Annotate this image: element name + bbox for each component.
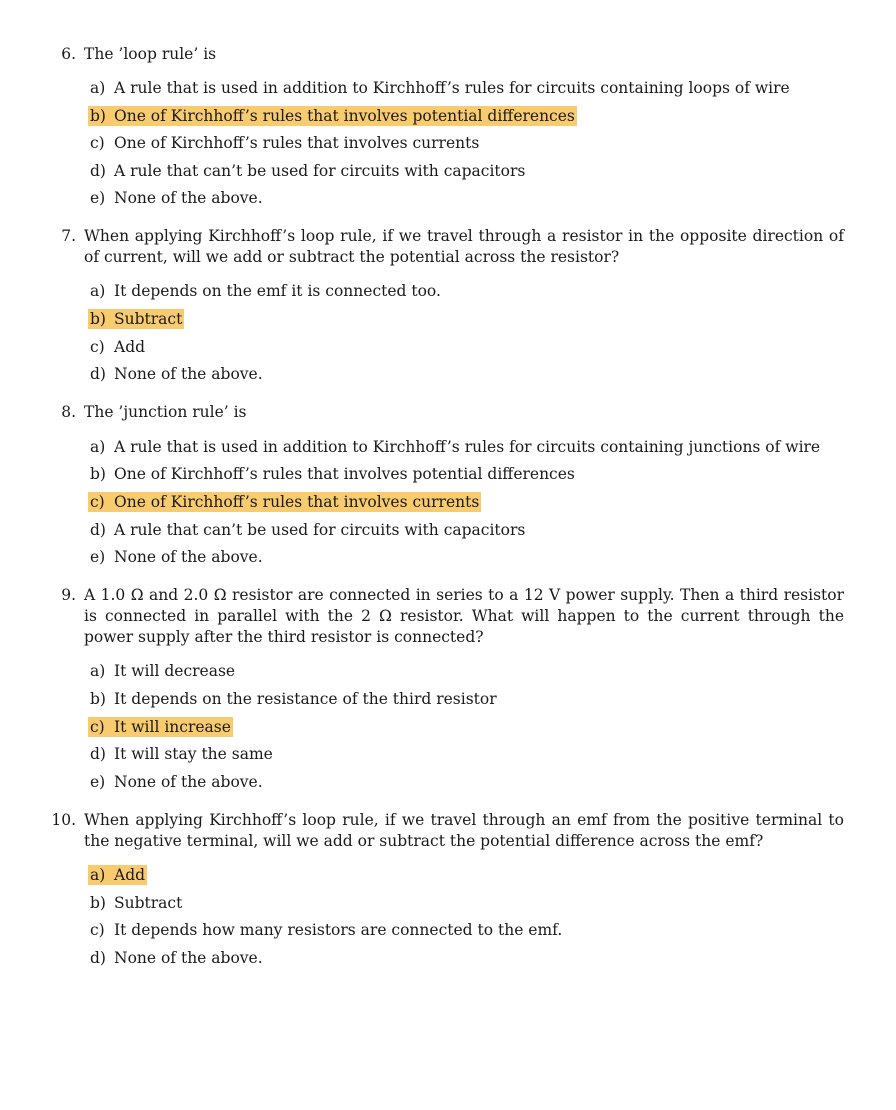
question-text: When applying Kirchhoff’s loop rule, if we travel through an emf from the positive terminal to the negative terminal, will we add or subtract the potential difference across the emf? (84, 811, 844, 850)
option-text: One of Kirchhoff’s rules that involves potential differences (114, 107, 575, 125)
option-text: It depends on the resistance of the third resistor (114, 690, 497, 708)
option-label: d) (90, 162, 106, 180)
question-7 (42, 226, 844, 268)
option-text: Subtract (114, 894, 183, 912)
option-text: One of Kirchhoff’s rules that involves potential differences (114, 465, 575, 483)
option-label: a) (90, 282, 106, 300)
option-label: a) (90, 79, 106, 97)
option-7c[interactable] (88, 337, 147, 357)
question-10 (42, 810, 844, 852)
option-6b[interactable] (88, 106, 577, 126)
option-label: c) (90, 338, 105, 356)
option-text: One of Kirchhoff’s rules that involves currents (114, 134, 480, 152)
option-label: e) (90, 548, 106, 566)
option-10c[interactable] (88, 920, 564, 940)
option-9c[interactable] (88, 717, 233, 737)
option-text: It depends on the emf it is connected too. (114, 282, 441, 300)
option-9e[interactable] (88, 772, 265, 792)
option-9d[interactable] (88, 744, 275, 764)
option-text: It will decrease (114, 662, 236, 680)
option-8a[interactable] (88, 437, 822, 457)
option-10a[interactable] (88, 865, 147, 885)
option-text: None of the above. (114, 949, 263, 967)
option-text: One of Kirchhoff’s rules that involves currents (114, 493, 480, 511)
option-label: a) (90, 438, 106, 456)
question-8 (42, 402, 844, 423)
option-text: Add (114, 866, 146, 884)
option-6d[interactable] (88, 161, 527, 181)
option-7a[interactable] (88, 281, 443, 301)
option-label: b) (90, 107, 106, 125)
option-label: c) (90, 921, 105, 939)
option-9a[interactable] (88, 661, 237, 681)
option-10b[interactable] (88, 893, 184, 913)
option-7b[interactable] (88, 309, 184, 329)
question-6 (42, 44, 844, 65)
option-label: d) (90, 521, 106, 539)
question-number: 10. (51, 811, 76, 829)
option-text: Add (114, 338, 146, 356)
option-8e[interactable] (88, 547, 265, 567)
question-text: When applying Kirchhoff’s loop rule, if we travel through a resistor in the opposite direction of of current, will we add or subtract the potential across the resistor? (84, 227, 844, 266)
option-text: It will increase (114, 718, 231, 736)
option-8c[interactable] (88, 492, 481, 512)
question-number: 7. (61, 227, 76, 245)
option-text: A rule that is used in addition to Kirchhoff’s rules for circuits containing junctions of wire (114, 438, 821, 456)
option-label: b) (90, 894, 106, 912)
option-text: It will stay the same (114, 745, 273, 763)
option-text: It depends how many resistors are connected to the emf. (114, 921, 563, 939)
option-text: A rule that can’t be used for circuits with capacitors (114, 162, 526, 180)
option-10d[interactable] (88, 948, 265, 968)
option-8b[interactable] (88, 464, 577, 484)
option-label: d) (90, 365, 106, 383)
option-label: c) (90, 493, 105, 511)
option-label: e) (90, 189, 106, 207)
option-6e[interactable] (88, 188, 265, 208)
question-number: 9. (61, 586, 76, 604)
option-label: b) (90, 690, 106, 708)
option-label: d) (90, 745, 106, 763)
option-label: d) (90, 949, 106, 967)
option-6c[interactable] (88, 133, 481, 153)
option-label: c) (90, 718, 105, 736)
option-label: a) (90, 866, 106, 884)
option-text: None of the above. (114, 189, 263, 207)
question-text: The ’loop rule’ is (84, 45, 217, 63)
option-label: b) (90, 310, 106, 328)
option-text: None of the above. (114, 365, 263, 383)
question-number: 6. (61, 45, 76, 63)
option-text: None of the above. (114, 548, 263, 566)
option-7d[interactable] (88, 364, 265, 384)
option-label: c) (90, 134, 105, 152)
question-text: A 1.0 Ω and 2.0 Ω resistor are connected in series to a 12 V power supply. Then a third resistor is connected in parallel with the 2 Ω resistor. What will happen to the current through the power supply after the third resistor is connected? (84, 586, 844, 646)
option-text: A rule that is used in addition to Kirchhoff’s rules for circuits containing loops of wire (114, 79, 790, 97)
option-8d[interactable] (88, 520, 527, 540)
option-label: b) (90, 465, 106, 483)
question-number: 8. (61, 403, 76, 421)
option-6a[interactable] (88, 78, 792, 98)
option-text: None of the above. (114, 773, 263, 791)
option-label: e) (90, 773, 106, 791)
option-9b[interactable] (88, 689, 499, 709)
option-text: Subtract (114, 310, 183, 328)
question-text: The ’junction rule’ is (84, 403, 247, 421)
option-label: a) (90, 662, 106, 680)
question-9 (42, 585, 844, 648)
option-text: A rule that can’t be used for circuits with capacitors (114, 521, 526, 539)
